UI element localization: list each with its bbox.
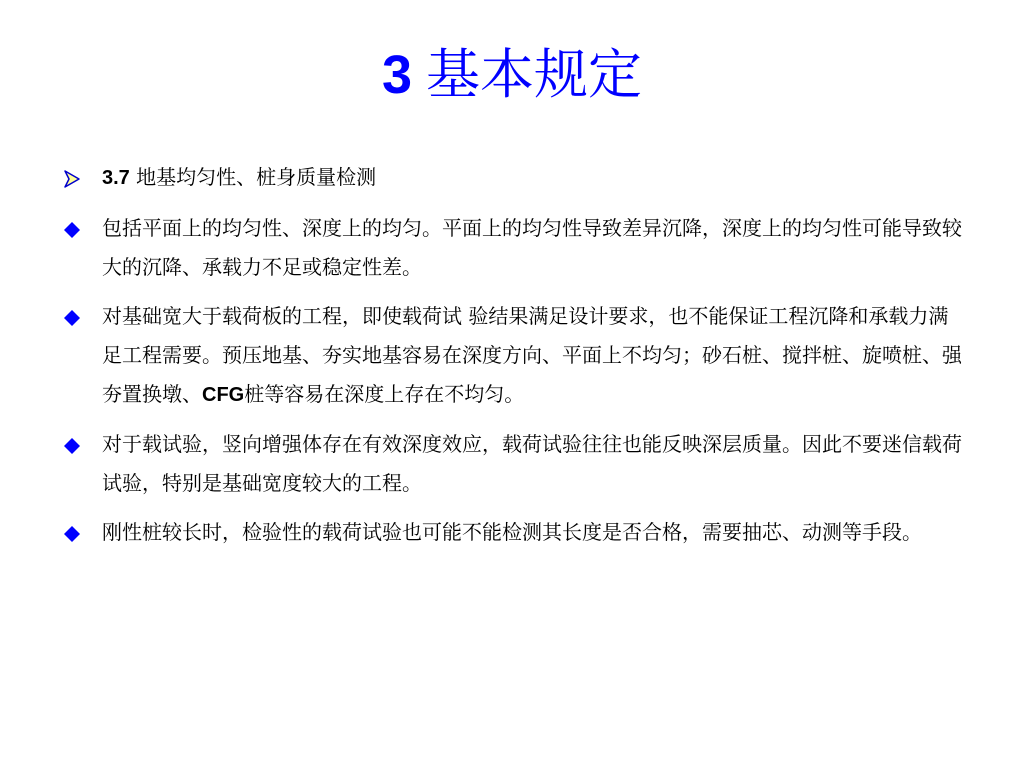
bullet-2-text-b: 桩等容易在深度上存在不均匀。 xyxy=(244,382,525,406)
bullet-2-text-bold: CFG xyxy=(202,384,245,406)
bullet-item-2 xyxy=(62,297,962,415)
diamond-icon xyxy=(62,220,82,240)
bullet-1-text: 包括平面上的均匀性、深度上的均匀。平面上的均匀性导致差异沉降，深度上的均匀性可能导致较大的沉降、承载力不足或稳定性差。 xyxy=(102,216,962,279)
diamond-icon xyxy=(62,308,82,328)
bullet-item-3 xyxy=(62,425,962,503)
slide-title xyxy=(0,40,1024,110)
hollow-arrow-icon xyxy=(62,169,82,189)
title-number: 3 xyxy=(381,45,413,105)
intro-number: 3.7 xyxy=(102,167,130,189)
bullet-2-text-a: 对基础宽大于载荷板的工程，即使载荷试 验结果满足设计要求，也不能保证工程沉降和承载力满足工程需要。预压地基、夯实地基容易在深度方向、平面上不均匀；砂石桩、搅拌桩、旋喷桩、强夯置换墩、 xyxy=(102,304,962,406)
bullet-item-4 xyxy=(62,513,962,552)
diamond-icon xyxy=(62,524,82,544)
bullet-item-1 xyxy=(62,209,962,287)
bullet-4-text: 刚性桩较长时，检验性的载荷试验也可能不能检测其长度是否合格，需要抽芯、动测等手段。 xyxy=(102,520,922,544)
bullet-3-text: 对于载试验，竖向增强体存在有效深度效应，载荷试验往往也能反映深层质量。因此不要迷信载荷试验，特别是基础宽度较大的工程。 xyxy=(102,432,962,495)
diamond-icon xyxy=(62,436,82,456)
title-text: 基本规定 xyxy=(426,43,643,106)
intro-text: 地基均匀性、桩身质量检测 xyxy=(136,165,377,189)
slide-content xyxy=(62,158,962,562)
intro-item xyxy=(62,158,962,198)
